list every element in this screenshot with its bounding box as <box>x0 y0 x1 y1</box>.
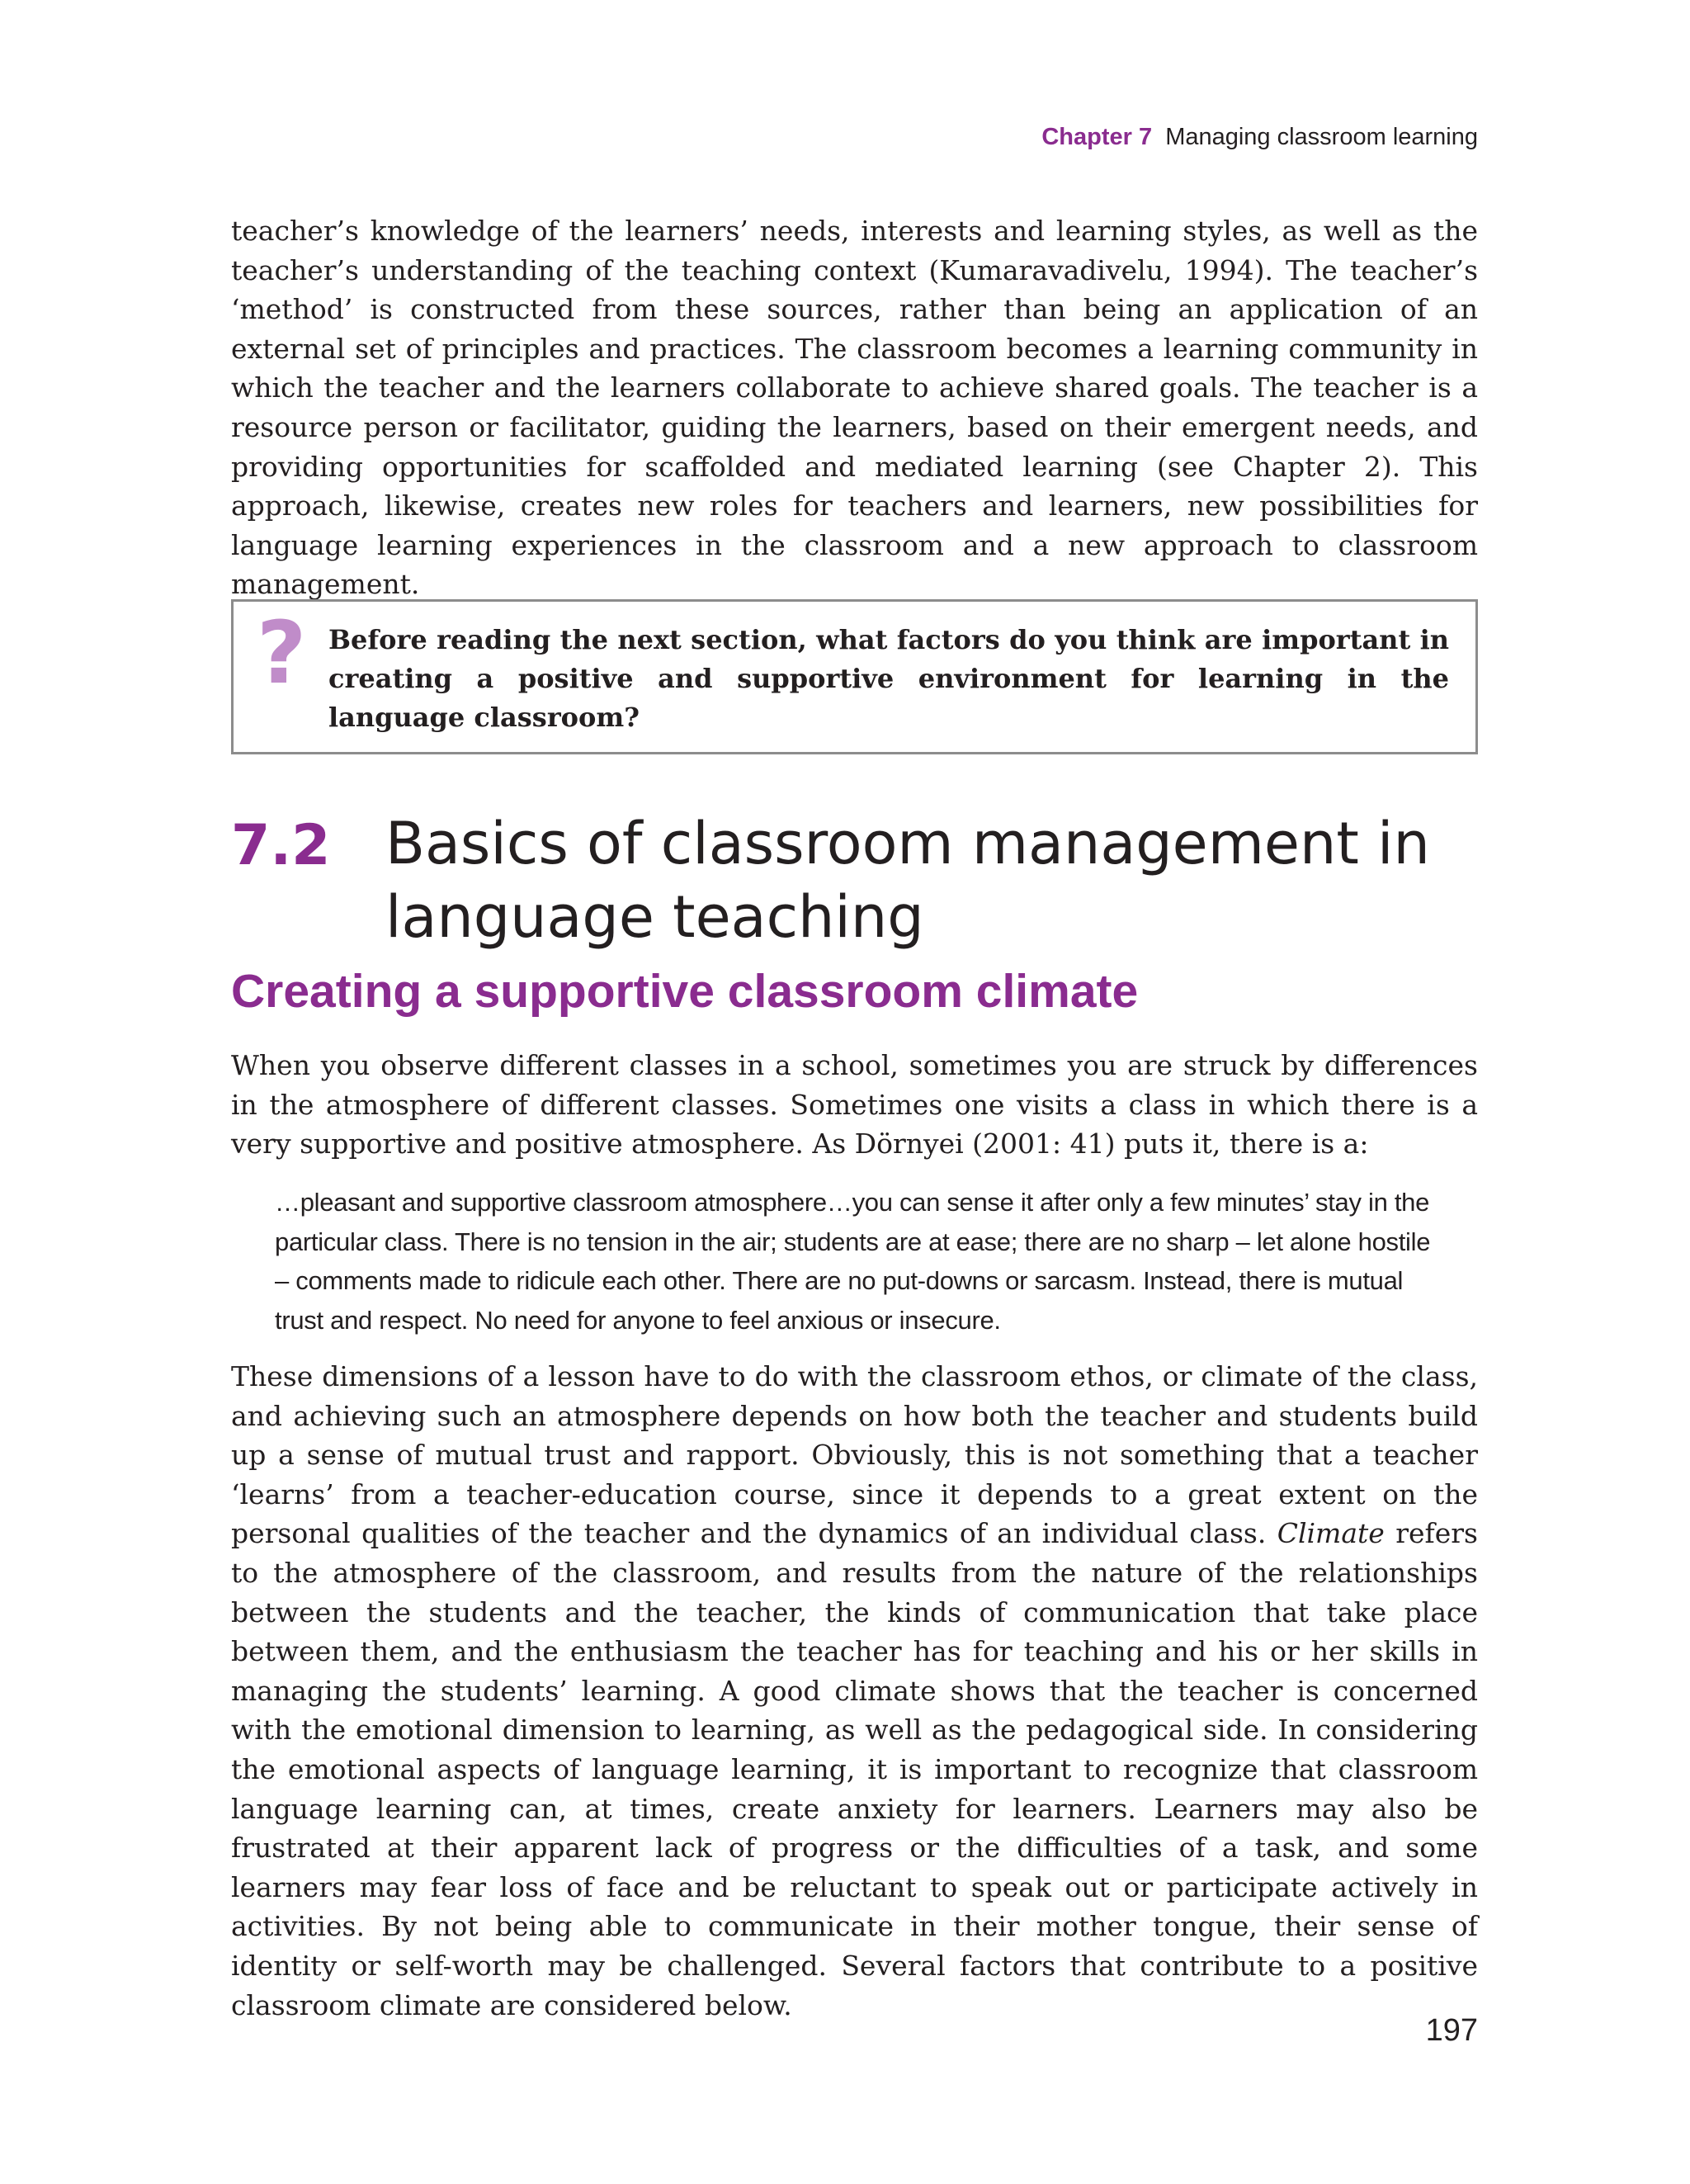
section-number: 7.2 <box>231 813 331 878</box>
running-header <box>1041 124 1478 151</box>
intro-paragraph: teacher’s knowledge of the learners’ needs, interests and learning styles, as well as the teacher’s understanding of the teaching context (Kumaravadivelu, 1994). The teacher’s ‘method’ is constructed from these sources, rather than being an application of an external set of principles and practices. The classroom becomes a learning community in which the teacher and the learners collaborate to achieve shared goals. The teacher is a resource person or facilitator, guiding the learners, based on their emergent needs, and providing opportunities for scaffolded and mediated learning (see Chapter 2). This approach, likewise, creates new roles for teachers and learners, new possibilities for language learning experiences in the classroom and a new approach to classroom management. <box>231 215 1478 601</box>
reflection-question-box <box>231 599 1478 754</box>
page-number: 197 <box>1425 2013 1478 2048</box>
block-quote: …pleasant and supportive classroom atmosphere…you can sense it after only a few minutes’ stay in the particular class. There is no tension in the air; students are at ease; there are no sharp – let alone hostile – comments made to ridicule each other. There are no put-downs or sarcasm. Instead, there is mutual trust and respect. No need for anyone to feel anxious or insecure. <box>275 1188 1431 1335</box>
chapter-label: Chapter 7 <box>1041 124 1153 150</box>
climate-term: Climate <box>1277 1517 1385 1550</box>
chapter-title: Managing classroom learning <box>1165 124 1478 150</box>
climate-paragraph-start: These dimensions of a lesson have to do with the classroom ethos, or climate of the class, and achieving such an atmosphere depends on how both the teacher and students build up a sense of mutual trust and rapport. Obviously, this is not something that a teacher ‘learns’ from a teacher-education course, since it depends to a great extent on the personal qualities of the teacher and the dynamics of an individual class. <box>231 1360 1478 1550</box>
section-title: Basics of classroom management in language teaching <box>385 810 1430 951</box>
reflection-question-text: Before reading the next section, what factors do you think are important in creating a positive and supportive environment for learning in the language classroom? <box>328 624 1449 733</box>
question-mark-icon: ? <box>257 603 307 703</box>
subsection-title: Creating a supportive classroom climate <box>231 965 1139 1018</box>
climate-paragraph <box>231 1357 1478 2025</box>
observe-paragraph: When you observe different classes in a school, sometimes you are struck by differences in the atmosphere of different classes. Sometimes one visits a class in which there is a very supportive and positive atmosphere. As Dörnyei (2001: 41) puts it, there is a: <box>231 1049 1478 1161</box>
climate-paragraph-end: refers to the atmosphere of the classroom, and results from the nature of the relationships between the students and the teacher, the kinds of communication that take place between them, and the enthusiasm the teacher has for teaching and his or her skills in managing the students’ learning. A good climate shows that the teacher is concerned with the emotional dimension to learning, as well as the pedagogical side. In considering the emotional aspects of language learning, it is important to recognize that classroom language learning can, at times, create anxiety for learners. Learners may also be frustrated at their apparent lack of progress or the difficulties of a task, and some learners may fear loss of face and be reluctant to speak out or participate actively in activities. By not being able to communicate in their mother tongue, their sense of identity or self-worth may be challenged. Several factors that contribute to a positive classroom climate are considered below. <box>231 1517 1478 2021</box>
